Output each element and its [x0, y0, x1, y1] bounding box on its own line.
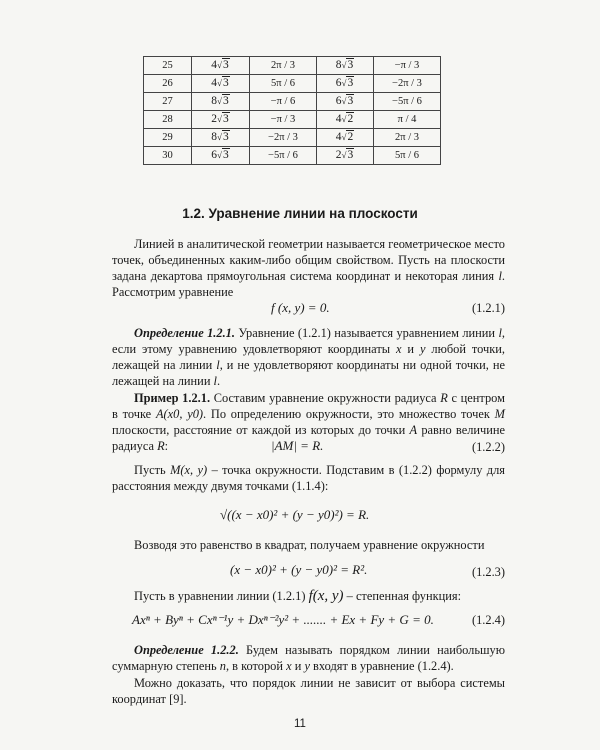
equation-1-2-4: Axⁿ + Byⁿ + Cxⁿ⁻¹y + Dxⁿ⁻²y² + ....... + Ex + Fy + G = 0.	[132, 612, 434, 627]
table-cell-radius-2: 2√3	[317, 147, 374, 165]
table-cell-radius-2: 4√2	[317, 129, 374, 147]
table-cell-radius-1: 8√3	[192, 93, 250, 111]
table-cell-radius-1: 4√3	[192, 75, 250, 93]
section-title: 1.2. Уравнение линии на плоскости	[182, 206, 418, 221]
equation-number-1-2-1: (1.2.1)	[471, 301, 505, 315]
table-row	[144, 129, 441, 147]
table-cell-radius-2: 6√3	[317, 75, 374, 93]
table-cell-radius-2: 6√3	[317, 93, 374, 111]
definition-1-2-2: Определение 1.2.2. Будем называть порядком линии наибольшую суммарную степень n, в которой x и y входят в уравнение (1.2.4).	[112, 643, 505, 673]
definition-1-2-1: Определение 1.2.1. Уравнение (1.2.1) называется уравнением линии l, если этому уравнению удовлетворяют координаты x и y любой точки, лежащей на линии l, и не удовлетворяют координаты ни одной точки, не лежащей на линии l.	[112, 326, 505, 388]
equation-1-2-2: |AM| = R.	[271, 438, 324, 453]
equation-number-1-2-4: (1.2.4)	[471, 613, 505, 627]
table-cell-angle-1: −π / 6	[250, 93, 317, 111]
example-1-2-1: Пример 1.2.1. Составим уравнение окружности радиуса R с центром в точке A(x0, y0). По определению окружности, это множество точек M плоскости, расстояние от каждой из которых до точки A равно величине радиуса R:	[112, 391, 505, 453]
substitution-paragraph: Пусть M(x, y) – точка окружности. Подставим в (1.2.2) формулу для расстояния между двумя точками (1.1.4):	[112, 463, 505, 493]
squaring-paragraph: Возводя это равенство в квадрат, получаем уравнение окружности	[134, 538, 485, 552]
independence-paragraph: Можно доказать, что порядок линии не зависит от выбора системы координат [9].	[112, 676, 505, 706]
table-row	[144, 93, 441, 111]
table-cell-variant-number: 26	[144, 75, 192, 93]
equation-number-1-2-3: (1.2.3)	[471, 565, 505, 579]
table-cell-angle-1: −2π / 3	[250, 129, 317, 147]
table-cell-radius-1: 6√3	[192, 147, 250, 165]
table-row	[144, 57, 441, 75]
table-cell-angle-2: −2π / 3	[374, 75, 441, 93]
values-table-body	[144, 57, 441, 165]
values-table	[143, 56, 441, 165]
table-cell-variant-number: 25	[144, 57, 192, 75]
table-cell-variant-number: 27	[144, 93, 192, 111]
table-row	[144, 111, 441, 129]
table-row	[144, 147, 441, 165]
table-cell-angle-1: 5π / 6	[250, 75, 317, 93]
table-cell-radius-1: 2√3	[192, 111, 250, 129]
table-cell-angle-2: 5π / 6	[374, 147, 441, 165]
table-cell-variant-number: 30	[144, 147, 192, 165]
equation-1-2-3: (x − x0)² + (y − y0)² = R².	[230, 562, 368, 577]
table-cell-radius-2: 8√3	[317, 57, 374, 75]
page-number: 11	[294, 718, 306, 730]
table-cell-variant-number: 29	[144, 129, 192, 147]
table-cell-angle-2: −5π / 6	[374, 93, 441, 111]
table-cell-radius-1: 8√3	[192, 129, 250, 147]
table-cell-angle-2: −π / 3	[374, 57, 441, 75]
table-row	[144, 75, 441, 93]
distance-formula: √((x − x0)² + (y − y0)²) = R.	[220, 507, 370, 522]
table-cell-radius-2: 4√2	[317, 111, 374, 129]
table-cell-angle-1: −π / 3	[250, 111, 317, 129]
table-cell-angle-2: π / 4	[374, 111, 441, 129]
table-cell-radius-1: 4√3	[192, 57, 250, 75]
equation-1-2-1: f (x, y) = 0.	[271, 300, 330, 315]
table-cell-angle-1: −5π / 6	[250, 147, 317, 165]
equation-number-1-2-2: (1.2.2)	[471, 440, 505, 454]
table-cell-angle-1: 2π / 3	[250, 57, 317, 75]
table-cell-variant-number: 28	[144, 111, 192, 129]
power-function-paragraph: Пусть в уравнении линии (1.2.1) f(x, y) – степенная функция:	[134, 588, 462, 604]
table-cell-angle-2: 2π / 3	[374, 129, 441, 147]
intro-paragraph: Линией в аналитической геометрии называется геометрическое место точек, объединенных каким-либо общим свойством. Пусть на плоскости задана декартова прямоугольная система координат и некоторая линия l. Рассмотрим уравнение	[112, 237, 505, 299]
